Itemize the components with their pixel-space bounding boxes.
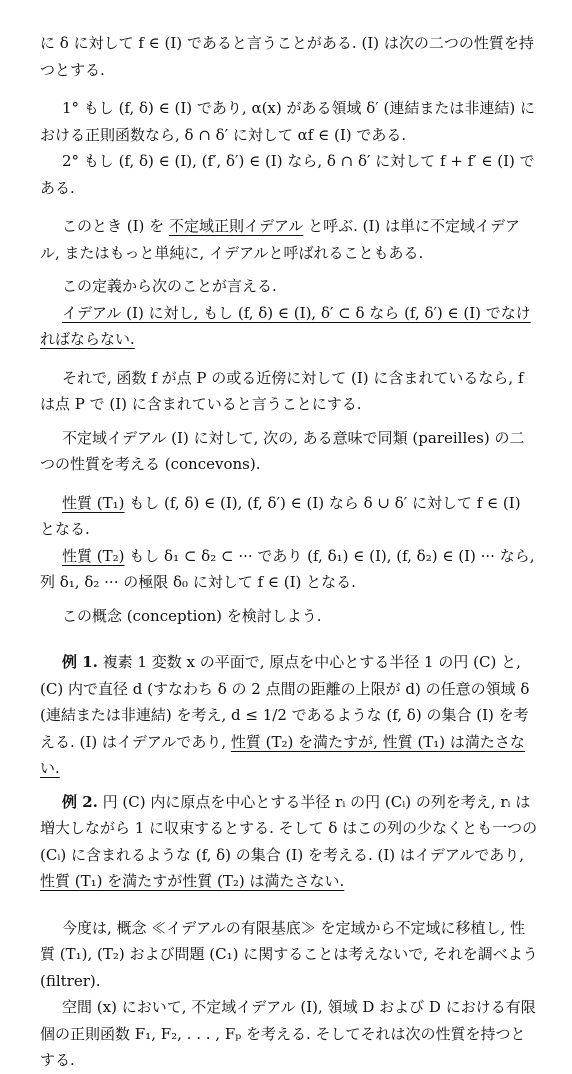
text-p8: 性質 (T₁) もし (f, δ) ∈ (I), (f, δ′) ∈ (I) なら δ ∪ δ′ に対して f ∈ (I) となる. (40, 493, 521, 538)
property-t2-label: 性質 (T₂) (62, 546, 125, 565)
paragraph-example-1 (40, 649, 538, 782)
text-p4: この定義から次のことが言える. (62, 277, 277, 295)
text-p1: 1° もし (f, δ) ∈ (I) であり, α(x) がある領域 δ′ (連結または非連結) における正則函数なら, δ ∩ δ′ に対して αf ∈ (I) である. (40, 99, 535, 144)
paragraph-consequence (40, 300, 538, 353)
text-p14: 空間 (x) において, 不定域イデアル (I), 領域 D および D における有限個の正則函数 F₁, F₂, . . . , Fₚ を考える. そしてそれは次の性質を持つとする. (40, 998, 536, 1069)
text-p13: 今度は, 概念 ≪イデアルの有限基底≫ を定域から不定域に移植し, 性質 (T₁), (T₂) および問題 (C₁) に関することは考えないで, それを調べよう (filtrer). (40, 918, 538, 990)
paragraph-continuation (40, 30, 538, 83)
property-t1-label: 性質 (T₁) (62, 493, 125, 512)
text-p2: 2° もし (f, δ) ∈ (I), (f′, δ′) ∈ (I) なら, δ ∩ δ′ に対して f + f′ ∈ (I) である. (40, 152, 535, 197)
paragraph-consequence-intro (40, 273, 538, 300)
paragraph-two-properties (40, 425, 538, 478)
paragraph-example-2 (40, 789, 538, 895)
text-p5: イデアル (I) に対し, もし (f, δ) ∈ (I), δ′ ⊂ δ なら (f, δ′) ∈ (I) でなければならない. (40, 303, 531, 348)
text-p11: 例 1. 複素 1 変数 x の平面で, 原点を中心とする半径 1 の円 (C) と, (C) 内で直径 d (すなわち δ の 2 点間の距離の上限が d) の任意の領域 δ (連結または非連結) を考え, d ≤ 1/2 であるような (f, δ) の集合 (I) を考える. (I) はイデアルであり, 性質 (T₂) を満たすが, 性質 (T₁) は満たさない. (40, 653, 530, 777)
example-1-conclusion: 性質 (T₂) を満たすが, 性質 (T₁) は満たさない. (40, 732, 525, 777)
text-p7: 不定域イデアル (I) に対して, 次の, ある意味で同類 (pareilles) の二つの性質を考える (concevons). (40, 428, 525, 473)
example-2-conclusion: 性質 (T₁) を満たすが性質 (T₂) は満たさない. (40, 872, 345, 890)
example-2-label: 例 2. (62, 792, 98, 811)
paragraph-condition-2 (40, 148, 538, 201)
paragraph-finite-basis (40, 915, 538, 995)
paragraph-point-containment (40, 365, 538, 418)
paragraph-examine (40, 603, 538, 630)
paragraph-condition-1 (40, 95, 538, 148)
text-p10: この概念 (conception) を検討しよう. (62, 606, 322, 625)
example-1-label: 例 1. (62, 653, 98, 671)
text-p0: に δ に対して f ∈ (I) であると言うことがある. (I) は次の二つの性質を持つとする. (40, 34, 534, 79)
paragraph-property-t1 (40, 490, 538, 543)
text-p9: 性質 (T₂) もし δ₁ ⊂ δ₂ ⊂ ··· であり (f, δ₁) ∈ (I), (f, δ₂) ∈ (I) ··· なら, 列 δ₁, δ₂ ··· の極限 δ₀ に対して f ∈ (I) となる. (40, 546, 535, 591)
text-p3: このとき (I) を 不定域正則イデアル と呼ぶ. (I) は単に不定域イデアル, またはもっと単純に, イデアルと呼ばれることもある. (40, 217, 521, 262)
text-p12: 例 2. 円 (C) 内に原点を中心とする半径 rᵢ の円 (Cᵢ) の列を考え, rᵢ は増大しながら 1 に収束するとする. そして δ はこの列の少なくとも一つの (Cᵢ) に含まれるような (f, δ) の集合 (I) を考える. (I) はイデアルであり, 性質 (T₁) を満たすが性質 (T₂) は満たさない. (40, 792, 538, 890)
paragraph-property-t2 (40, 543, 538, 596)
paragraph-space-setup (40, 994, 538, 1074)
term-underline: 不定域正則イデアル (168, 217, 304, 235)
text-p6: それで, 函数 f が点 P の或る近傍に対して (I) に含まれているなら, f は点 P で (I) に含まれていると言うことにする. (40, 368, 524, 413)
paragraph-definition (40, 213, 538, 266)
